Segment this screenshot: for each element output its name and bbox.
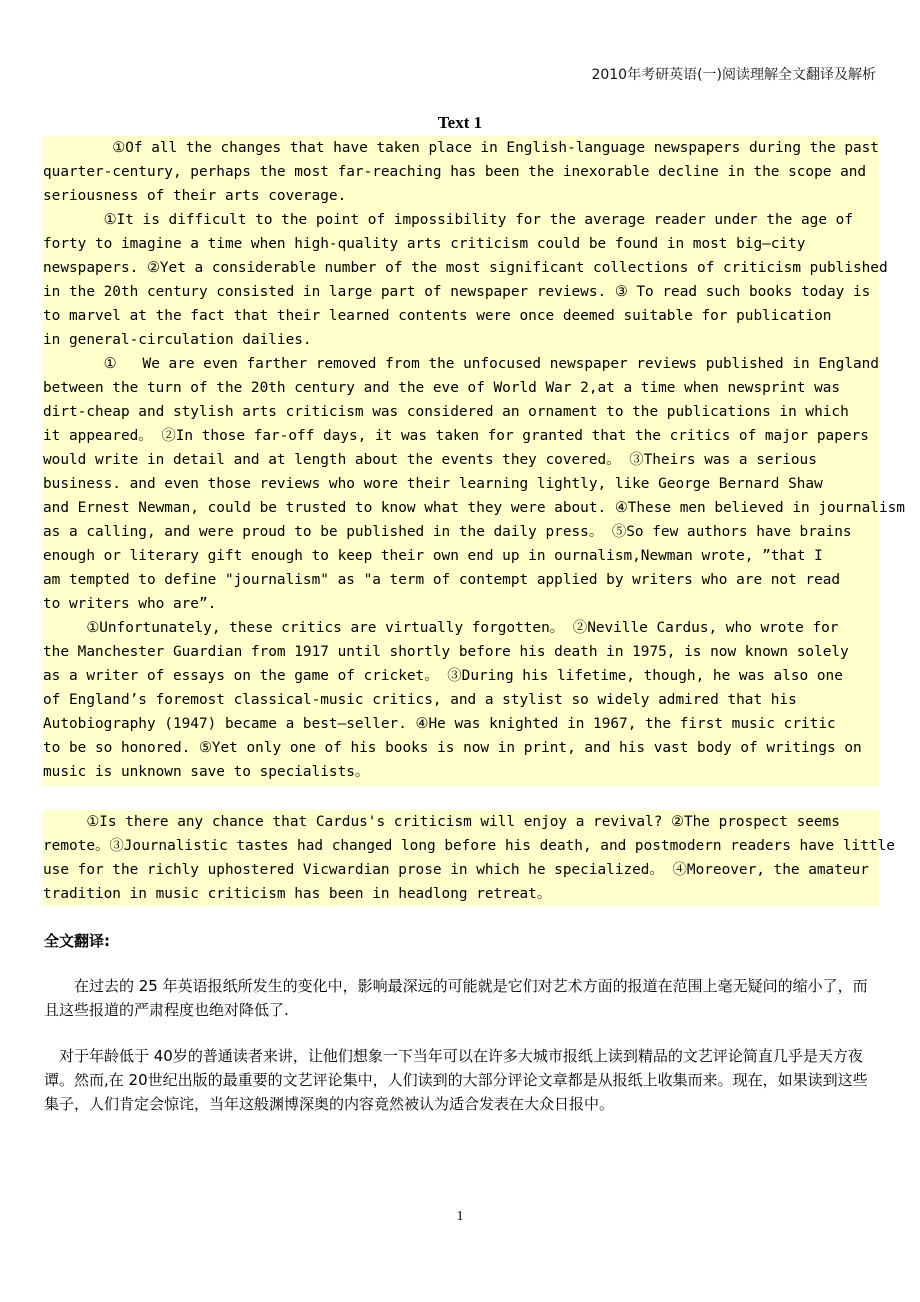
passage-line: dirt-cheap and stylish arts criticism was considered an ornament to the publications in which <box>43 404 849 420</box>
running-header: 2010年考研英语(一)阅读理解全文翻译及解析 <box>591 67 876 83</box>
passage-line: business. and even those reviews who wore their learning lightly, like George Bernard Shaw <box>43 476 823 492</box>
passage-line: in the 20th century consisted in large part of newspaper reviews. ③ To read such books today is <box>43 284 871 300</box>
passage-line: quarter-century, perhaps the most far-reaching has been the inexorable decline in the scope and <box>43 164 867 180</box>
passage-line: ① We are even farther removed from the unfocused newspaper reviews published in England <box>43 356 879 372</box>
passage-line: to be so honored. ⑤Yet only one of his books is now in print, and his vast body of writings on <box>43 740 862 756</box>
translation-paragraph: 对于年龄低于 40岁的普通读者来讲，让他们想象一下当年可以在许多大城市报纸上读到精品的文艺评论简直几乎是天方夜谭。然而,在 20世纪出版的最重要的文艺评论集中，人们读到的大部分评论文章都是从报纸上收集而来。现在，如果读到这些集子，人们肯定会惊诧，当年这般渊博深奥的内容竟然被认为适合发表在大众日报中。 <box>44 1047 868 1113</box>
page-number: 1 <box>456 1209 464 1224</box>
passage-line: use for the richly uphostered Vicwardian prose in which he specialized。 ④Moreover, the amateur <box>43 862 869 878</box>
passage-line: seriousness of their arts coverage. <box>43 188 347 204</box>
passage-line: it appeared。 ②In those far-off days, it was taken for granted that the critics of major papers <box>43 428 869 444</box>
passage-line: in general-circulation dailies. <box>43 332 312 348</box>
passage-line: music is unknown save to specialists。 <box>43 764 370 780</box>
passage-line: ①Is there any chance that Cardus's criticism will enjoy a revival? ②The prospect seems <box>43 814 840 830</box>
passage-line: and Ernest Newman, could be trusted to know what they were about. ④These men believed in journalism <box>43 500 905 516</box>
passage-title: Text 1 <box>437 113 483 132</box>
translation-heading: 全文翻译: <box>44 932 110 950</box>
passage-line: as a writer of essays on the game of cricket。 ③During his lifetime, though, he was also one <box>43 668 843 684</box>
passage-line: newspapers. ②Yet a considerable number of the most significant collections of criticism published <box>43 260 888 276</box>
passage-line: of England’s foremost classical-music critics, and a stylist so widely admired that his <box>43 692 797 708</box>
passage-line: to marvel at the fact that their learned contents were once deemed suitable for publication <box>43 308 832 324</box>
passage-line: remote。③Journalistic tastes had changed long before his death, and postmodern readers have little <box>43 838 895 854</box>
passage-line: as a calling, and were proud to be published in the daily press。 ⑤So few authors have brains <box>43 524 852 540</box>
passage-line: Autobiography (1947) became a best—seller. ④He was knighted in 1967, the first music critic <box>43 716 836 732</box>
passage-line: to writers who are”. <box>43 596 217 612</box>
translation-paragraph: 在过去的 25 年英语报纸所发生的变化中，影响最深远的可能就是它们对艺术方面的报道在范围上毫无疑问的缩小了，而且这些报道的严肃程度也绝对降低了. <box>44 977 868 1019</box>
passage-highlight-block-a <box>43 136 905 786</box>
passage-line: tradition in music criticism has been in headlong retreat。 <box>43 886 552 902</box>
passage-line: am tempted to define "journalism" as "a term of contempt applied by writers who are not read <box>43 572 841 588</box>
passage-line: ①Unfortunately, these critics are virtually forgotten。 ②Neville Cardus, who wrote for <box>43 620 839 636</box>
passage-line: the Manchester Guardian from 1917 until shortly before his death in 1975, is now known solely <box>43 644 849 660</box>
passage-line: forty to imagine a time when high-quality arts criticism could be found in most big—city <box>43 236 806 252</box>
passage-highlight-block-b <box>43 810 895 906</box>
passage-line: enough or literary gift enough to keep their own end up in ournalism,Newman wrote, ”that I <box>43 548 823 564</box>
passage-line: ①It is difficult to the point of impossibility for the average reader under the age of <box>43 212 853 228</box>
passage-line: ①Of all the changes that have taken place in English-language newspapers during the past <box>43 140 879 156</box>
passage-line: would write in detail and at length about the events they covered。 ③Theirs was a serious <box>43 452 817 468</box>
passage-line: between the turn of the 20th century and the eve of World War 2,at a time when newsprint was <box>43 380 841 396</box>
